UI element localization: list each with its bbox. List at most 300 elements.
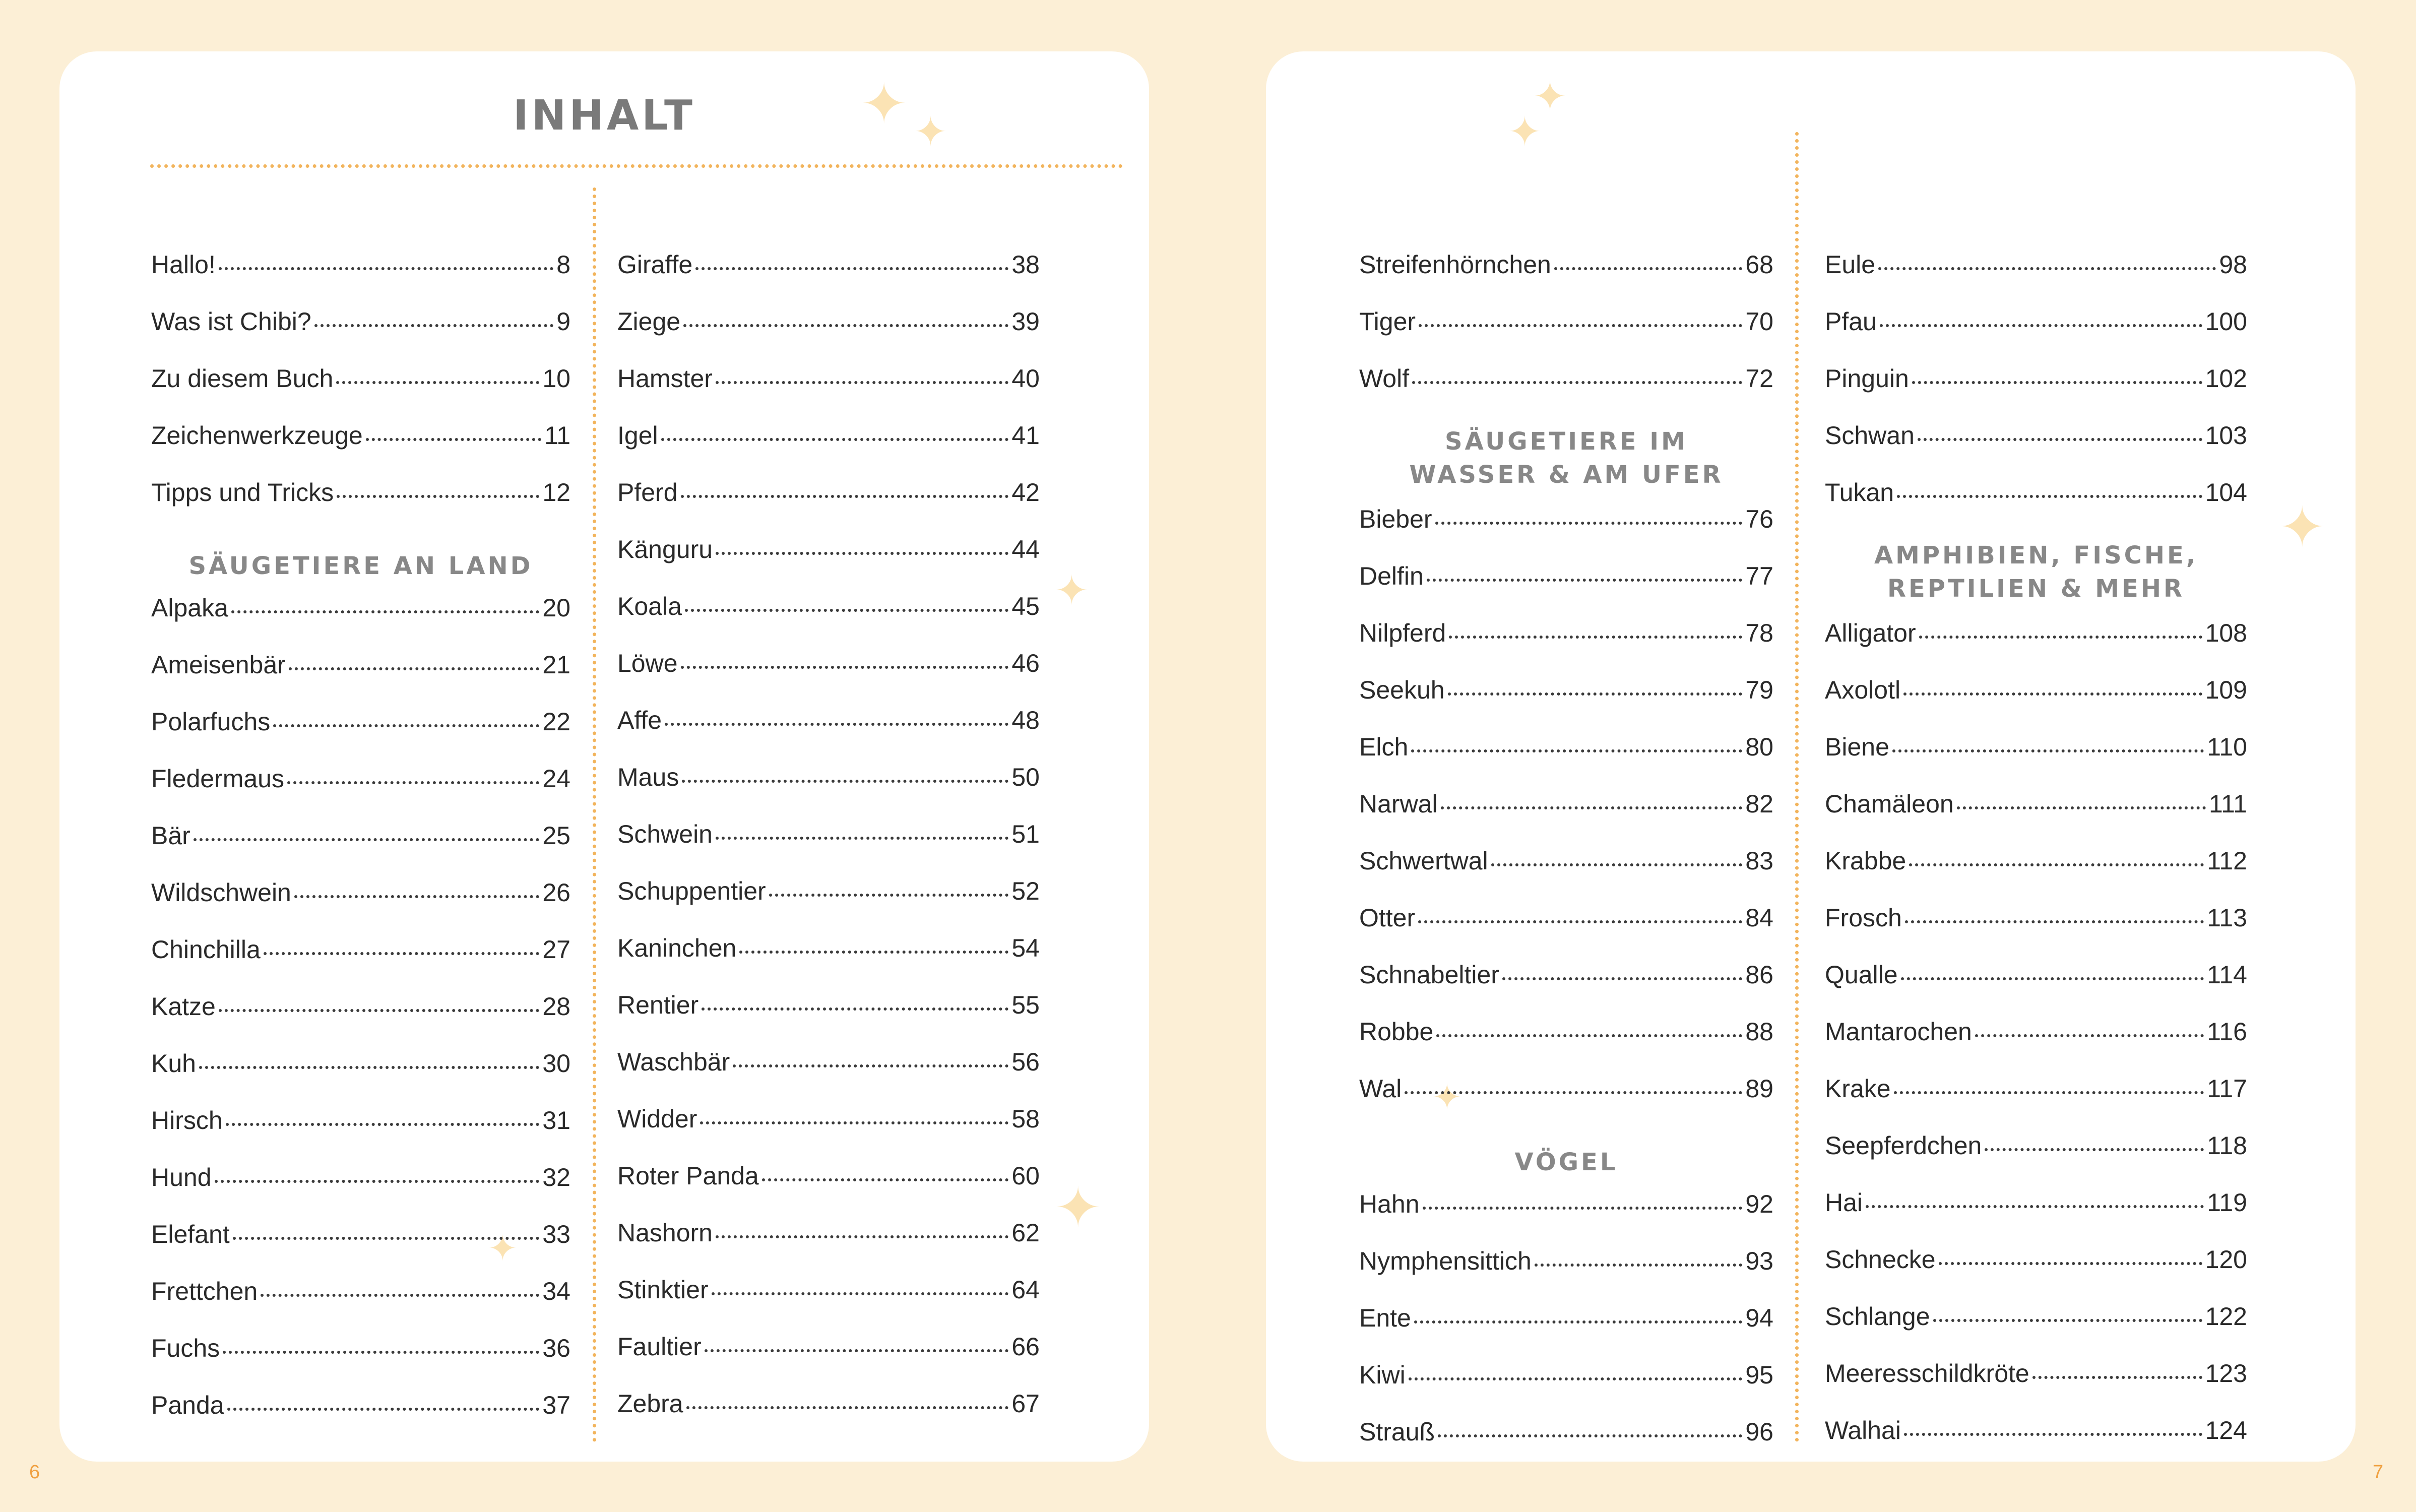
toc-entry-title: Nilpferd <box>1359 619 1446 647</box>
dot-leader <box>314 324 554 327</box>
toc-entry[interactable] <box>617 822 1040 878</box>
dot-leader <box>762 1178 1009 1181</box>
dot-leader <box>739 951 1008 954</box>
toc-entry-page: 34 <box>542 1277 570 1305</box>
toc-column-left-2 <box>617 252 1040 1448</box>
dot-leader <box>233 1237 540 1240</box>
toc-entry-title: Wildschwein <box>151 878 291 907</box>
toc-entry-page: 12 <box>542 478 570 507</box>
toc-list <box>1359 507 1773 1133</box>
toc-list <box>1359 1191 1773 1476</box>
page-number-left: 6 <box>29 1462 40 1483</box>
dot-leader <box>1491 863 1743 866</box>
toc-entry-title: Seekuh <box>1359 676 1445 704</box>
toc-entry-title: Faultier <box>617 1333 702 1361</box>
toc-entry-page: 22 <box>542 708 570 736</box>
toc-entry[interactable] <box>1359 905 1773 962</box>
toc-entry[interactable] <box>1825 905 2247 962</box>
toc-entry-page: 77 <box>1745 562 1773 590</box>
toc-entry[interactable] <box>151 366 570 423</box>
toc-entry[interactable] <box>617 1277 1040 1334</box>
toc-entry[interactable] <box>617 1106 1040 1163</box>
dot-leader <box>716 837 1008 840</box>
dot-leader <box>1448 692 1743 696</box>
toc-entry-page: 80 <box>1745 733 1773 761</box>
toc-entry[interactable] <box>1359 677 1773 734</box>
dot-leader <box>215 1180 540 1183</box>
toc-entry[interactable] <box>1825 848 2247 905</box>
toc-entry-page: 89 <box>1745 1075 1773 1103</box>
dot-leader <box>336 381 539 384</box>
toc-entry[interactable] <box>151 309 570 366</box>
toc-entry[interactable] <box>151 1336 570 1393</box>
toc-entry-title: Nashorn <box>617 1219 713 1247</box>
toc-entry-page: 32 <box>542 1163 570 1191</box>
toc-entry-title: Was ist Chibi? <box>151 307 311 336</box>
dot-leader <box>1905 920 2204 923</box>
toc-entry-title: Mantarochen <box>1825 1018 1972 1046</box>
toc-entry[interactable] <box>617 252 1040 309</box>
dot-leader <box>231 610 539 613</box>
dot-leader <box>2032 1376 2202 1379</box>
dot-leader <box>681 495 1009 498</box>
sparkle-icon: ✦ <box>914 109 948 154</box>
toc-entry[interactable] <box>617 765 1040 822</box>
toc-entry-title: Waschbär <box>617 1048 730 1076</box>
toc-entry[interactable] <box>151 595 570 652</box>
toc-entry[interactable] <box>151 766 570 823</box>
dot-leader <box>223 1351 539 1354</box>
toc-entry[interactable] <box>617 1391 1040 1448</box>
toc-entry[interactable] <box>1825 1247 2247 1304</box>
toc-entry-title: Schwertwal <box>1359 847 1488 875</box>
toc-entry-title: Panda <box>151 1391 224 1419</box>
toc-entry[interactable] <box>1825 309 2247 366</box>
toc-entry-page: 30 <box>542 1049 570 1078</box>
toc-entry-page: 26 <box>542 878 570 907</box>
dot-leader <box>294 895 540 898</box>
toc-entry-page: 86 <box>1745 961 1773 989</box>
toc-entry-page: 88 <box>1745 1018 1773 1046</box>
toc-entry-title: Hahn <box>1359 1190 1420 1218</box>
toc-entry-title: Zebra <box>617 1390 683 1418</box>
toc-entry-title: Schwein <box>617 820 713 848</box>
toc-entry-page: 72 <box>1745 364 1773 393</box>
toc-entry-page: 124 <box>2205 1416 2247 1444</box>
dot-leader <box>1411 749 1742 752</box>
toc-entry-page: 8 <box>556 250 570 279</box>
toc-list <box>151 595 570 1450</box>
dot-leader <box>702 1007 1008 1011</box>
toc-list <box>1359 252 1773 423</box>
toc-entry-title: Fuchs <box>151 1334 220 1362</box>
toc-entry-title: Ente <box>1359 1304 1411 1332</box>
sparkle-icon: ✦ <box>1055 568 1089 613</box>
toc-entry-page: 78 <box>1745 619 1773 647</box>
toc-entry-title: Affe <box>617 706 662 734</box>
sparkle-icon: ✦ <box>1508 109 1542 154</box>
left-page <box>65 56 1144 1457</box>
dot-leader <box>1901 977 2204 980</box>
dot-leader <box>1909 863 2204 866</box>
toc-entry-page: 98 <box>2219 250 2247 279</box>
toc-entry-title: Seepferdchen <box>1825 1131 1982 1160</box>
toc-entry[interactable] <box>151 709 570 766</box>
dot-leader <box>1918 438 2202 441</box>
dot-leader <box>1535 1264 1743 1267</box>
dot-leader <box>1933 1319 2202 1322</box>
dot-leader <box>661 438 1009 441</box>
toc-entry[interactable] <box>617 423 1040 480</box>
toc-entry-title: Hirsch <box>151 1106 223 1135</box>
toc-entry-title: Otter <box>1359 904 1416 932</box>
toc-entry-page: 28 <box>542 992 570 1021</box>
toc-entry-title: Streifenhörnchen <box>1359 250 1551 279</box>
dot-leader <box>681 666 1009 669</box>
dot-leader <box>1975 1034 2204 1037</box>
toc-column-right-2 <box>1825 252 2247 1475</box>
dot-leader <box>1912 381 2202 384</box>
toc-entry-title: Känguru <box>617 535 713 563</box>
dot-leader <box>1894 1091 2204 1094</box>
dot-leader <box>273 724 539 727</box>
section-heading: AMPHIBIEN, FISCHE, REPTILIEN & MEHR <box>1874 541 2198 603</box>
toc-entry-page: 102 <box>2205 364 2247 393</box>
toc-entry-title: Pfau <box>1825 307 1877 336</box>
toc-entry-page: 82 <box>1745 790 1773 818</box>
toc-entry-page: 93 <box>1745 1247 1773 1275</box>
toc-entry-title: Tiger <box>1359 307 1416 336</box>
toc-entry-title: Chamäleon <box>1825 790 1954 818</box>
toc-entry-page: 56 <box>1011 1048 1040 1076</box>
toc-entry-title: Hund <box>151 1163 212 1191</box>
toc-entry[interactable] <box>1359 1019 1773 1076</box>
toc-entry[interactable] <box>1825 1361 2247 1418</box>
toc-entry-page: 113 <box>2207 904 2247 932</box>
toc-entry-page: 96 <box>1745 1418 1773 1446</box>
toc-entry[interactable] <box>617 1163 1040 1220</box>
dot-leader <box>1957 806 2206 809</box>
toc-entry-title: Igel <box>617 421 658 450</box>
toc-entry[interactable] <box>617 878 1040 935</box>
dot-leader <box>199 1066 539 1069</box>
dot-leader <box>716 381 1008 384</box>
dot-leader <box>1412 381 1742 384</box>
toc-entry-title: Ameisenbär <box>151 651 286 679</box>
toc-entry[interactable] <box>151 252 570 309</box>
toc-entry[interactable] <box>617 1049 1040 1106</box>
dot-leader <box>733 1064 1008 1067</box>
toc-entry-title: Chinchilla <box>151 935 261 964</box>
dot-leader <box>261 1294 539 1297</box>
toc-entry-title: Ziege <box>617 307 681 336</box>
toc-entry-page: 21 <box>542 651 570 679</box>
toc-entry-page: 42 <box>1011 478 1040 507</box>
toc-entry-title: Delfin <box>1359 562 1424 590</box>
toc-entry[interactable] <box>1359 252 1773 309</box>
toc-entry[interactable] <box>1825 1133 2247 1190</box>
toc-entry-page: 120 <box>2205 1245 2247 1274</box>
toc-entry-title: Katze <box>151 992 216 1021</box>
toc-entry-page: 33 <box>542 1220 570 1248</box>
toc-entry[interactable] <box>151 652 570 709</box>
toc-entry[interactable] <box>1359 507 1773 563</box>
toc-entry-page: 109 <box>2205 676 2247 704</box>
toc-entry-page: 25 <box>542 822 570 850</box>
toc-entry-page: 84 <box>1745 904 1773 932</box>
toc-entry-page: 46 <box>1011 649 1040 677</box>
toc-entry[interactable] <box>1359 1419 1773 1476</box>
dot-leader <box>366 438 541 441</box>
toc-entry-page: 9 <box>556 307 570 336</box>
toc-entry-title: Frosch <box>1825 904 1902 932</box>
column-divider <box>1795 132 1799 1442</box>
toc-entry[interactable] <box>1359 848 1773 905</box>
toc-entry[interactable] <box>617 651 1040 708</box>
toc-entry[interactable] <box>1359 1248 1773 1305</box>
dot-leader <box>1449 636 1742 639</box>
toc-entry-page: 45 <box>1011 592 1040 620</box>
toc-entry[interactable] <box>1825 620 2247 677</box>
toc-entry[interactable] <box>617 309 1040 366</box>
toc-entry[interactable] <box>1825 1190 2247 1247</box>
toc-entry-page: 48 <box>1011 706 1040 734</box>
toc-entry[interactable] <box>1359 734 1773 791</box>
toc-entry-title: Pinguin <box>1825 364 1909 393</box>
toc-entry-title: Hamster <box>617 364 713 393</box>
toc-entry[interactable] <box>617 708 1040 765</box>
sparkle-icon: ✦ <box>1055 1177 1102 1239</box>
toc-entry-page: 50 <box>1011 763 1040 791</box>
toc-entry-title: Nymphensittich <box>1359 1247 1532 1275</box>
toc-entry[interactable] <box>151 937 570 994</box>
toc-entry-page: 108 <box>2205 619 2247 647</box>
dot-leader <box>716 552 1008 555</box>
section-heading: VÖGEL <box>1514 1148 1618 1176</box>
toc-entry-title: Koala <box>617 592 682 620</box>
dot-leader <box>1880 324 2202 327</box>
toc-entry[interactable] <box>617 1220 1040 1277</box>
toc-entry[interactable] <box>617 992 1040 1049</box>
toc-entry-page: 41 <box>1011 421 1040 450</box>
toc-entry[interactable] <box>151 423 570 480</box>
toc-entry[interactable] <box>1825 366 2247 423</box>
toc-entry-title: Hallo! <box>151 250 216 279</box>
toc-list <box>1825 252 2247 537</box>
toc-entry-page: 31 <box>542 1106 570 1135</box>
toc-entry-page: 123 <box>2205 1359 2247 1388</box>
dot-leader <box>1892 749 2204 752</box>
toc-entry-title: Alpaka <box>151 594 228 622</box>
dot-leader <box>1985 1148 2204 1151</box>
toc-entry-title: Hai <box>1825 1188 1863 1217</box>
dot-leader <box>682 780 1008 783</box>
toc-entry-title: Narwal <box>1359 790 1438 818</box>
toc-entry-title: Frettchen <box>151 1277 258 1305</box>
dot-leader <box>716 1235 1008 1238</box>
sparkle-icon: ✦ <box>861 73 908 135</box>
toc-entry-title: Kuh <box>151 1049 196 1078</box>
toc-entry-title: Löwe <box>617 649 678 677</box>
toc-entry-title: Schlange <box>1825 1302 1930 1331</box>
toc-entry[interactable] <box>617 935 1040 992</box>
toc-entry[interactable] <box>151 994 570 1051</box>
toc-entry-title: Maus <box>617 763 679 791</box>
toc-entry-page: 24 <box>542 765 570 793</box>
toc-entry-title: Roter Panda <box>617 1162 759 1190</box>
toc-entry[interactable] <box>1825 1076 2247 1133</box>
toc-entry[interactable] <box>617 1334 1040 1391</box>
dot-leader <box>683 324 1008 327</box>
toc-list <box>151 252 570 537</box>
toc-entry[interactable] <box>617 480 1040 537</box>
dot-leader <box>1903 692 2202 696</box>
toc-entry-title: Bieber <box>1359 505 1432 533</box>
toc-entry[interactable] <box>1359 962 1773 1019</box>
dot-leader <box>1438 1434 1742 1437</box>
toc-entry-title: Tukan <box>1825 478 1894 507</box>
toc-entry[interactable] <box>1825 252 2247 309</box>
dot-leader <box>219 1009 540 1012</box>
toc-entry-page: 58 <box>1011 1105 1040 1133</box>
toc-entry[interactable] <box>151 880 570 937</box>
toc-entry[interactable] <box>151 1393 570 1450</box>
toc-entry[interactable] <box>1359 1362 1773 1419</box>
dot-leader <box>337 495 539 498</box>
toc-entry[interactable] <box>151 823 570 880</box>
toc-entry[interactable] <box>1825 791 2247 848</box>
toc-entry-title: Elefant <box>151 1220 230 1248</box>
toc-entry-page: 112 <box>2207 847 2247 875</box>
dot-leader <box>264 952 540 955</box>
toc-entry-title: Tipps und Tricks <box>151 478 334 507</box>
toc-entry-page: 55 <box>1011 991 1040 1019</box>
dot-leader <box>1878 267 2216 270</box>
toc-entry[interactable] <box>1359 1305 1773 1362</box>
toc-entry[interactable] <box>1359 1076 1773 1133</box>
toc-entry[interactable] <box>1825 734 2247 791</box>
toc-entry[interactable] <box>1359 1191 1773 1248</box>
toc-entry[interactable] <box>151 1279 570 1336</box>
toc-entry-title: Fledermaus <box>151 765 284 793</box>
toc-entry[interactable] <box>1359 563 1773 620</box>
toc-entry-title: Pferd <box>617 478 678 507</box>
toc-entry[interactable] <box>1825 677 2247 734</box>
toc-entry[interactable] <box>1825 480 2247 537</box>
toc-entry-page: 103 <box>2205 421 2247 450</box>
toc-entry-title: Wolf <box>1359 364 1410 393</box>
toc-entry-title: Robbe <box>1359 1018 1434 1046</box>
dot-leader <box>685 609 1008 612</box>
toc-entry-title: Krabbe <box>1825 847 1906 875</box>
toc-entry-title: Qualle <box>1825 961 1898 989</box>
toc-entry[interactable] <box>617 537 1040 594</box>
page-number-right: 7 <box>2373 1462 2384 1483</box>
toc-entry-page: 39 <box>1011 307 1040 336</box>
toc-entry-page: 27 <box>542 935 570 964</box>
toc-entry[interactable] <box>151 480 570 537</box>
title-divider <box>150 164 1123 168</box>
toc-entry-title: Kiwi <box>1359 1361 1406 1389</box>
toc-entry[interactable] <box>1359 366 1773 423</box>
dot-leader <box>1436 1034 1742 1037</box>
toc-entry-page: 66 <box>1011 1333 1040 1361</box>
dot-leader <box>686 1406 1009 1409</box>
dot-leader <box>1427 579 1743 582</box>
toc-entry-title: Alligator <box>1825 619 1916 647</box>
toc-entry-page: 37 <box>542 1391 570 1419</box>
toc-entry-title: Giraffe <box>617 250 693 279</box>
toc-entry[interactable] <box>1825 1418 2247 1475</box>
toc-entry-page: 51 <box>1011 820 1040 848</box>
toc-entry-title: Wal <box>1359 1075 1402 1103</box>
dot-leader <box>712 1292 1009 1295</box>
toc-column-right-1 <box>1359 252 1773 1476</box>
toc-entry-page: 44 <box>1011 535 1040 563</box>
toc-entry-title: Kaninchen <box>617 934 737 962</box>
section-heading: SÄUGETIERE IM WASSER & AM UFER <box>1409 427 1724 489</box>
dot-leader <box>1405 1091 1742 1094</box>
dot-leader <box>1409 1377 1743 1380</box>
column-divider <box>593 187 596 1442</box>
sparkle-icon: ✦ <box>1432 1078 1462 1117</box>
toc-entry-page: 11 <box>544 421 570 450</box>
toc-entry-page: 100 <box>2205 307 2247 336</box>
toc-entry-page: 119 <box>2207 1188 2247 1217</box>
toc-entry[interactable] <box>617 366 1040 423</box>
toc-entry[interactable] <box>151 1108 570 1165</box>
toc-entry[interactable] <box>151 1222 570 1279</box>
toc-entry-page: 62 <box>1011 1219 1040 1247</box>
toc-entry[interactable] <box>151 1165 570 1222</box>
toc-entry[interactable] <box>1825 962 2247 1019</box>
toc-entry[interactable] <box>151 1051 570 1108</box>
toc-entry-page: 83 <box>1745 847 1773 875</box>
dot-leader <box>1419 324 1742 327</box>
toc-entry-title: Rentier <box>617 991 699 1019</box>
toc-entry[interactable] <box>617 594 1040 651</box>
dot-leader <box>287 781 539 784</box>
toc-entry-page: 116 <box>2207 1018 2247 1046</box>
sparkle-icon: ✦ <box>2279 496 2326 558</box>
toc-entry[interactable] <box>1825 423 2247 480</box>
toc-entry-title: Eule <box>1825 250 1876 279</box>
toc-entry-title: Elch <box>1359 733 1409 761</box>
toc-entry[interactable] <box>1825 1304 2247 1361</box>
toc-entry-title: Widder <box>617 1105 697 1133</box>
toc-column-left-1 <box>151 252 570 1450</box>
dot-leader <box>1897 495 2202 498</box>
toc-entry[interactable] <box>1359 309 1773 366</box>
dot-leader <box>705 1349 1009 1352</box>
sparkle-icon: ✦ <box>1533 74 1567 119</box>
toc-entry-title: Walhai <box>1825 1416 1901 1444</box>
toc-entry-page: 40 <box>1011 364 1040 393</box>
toc-entry-title: Meeresschildkröte <box>1825 1359 2029 1388</box>
toc-entry-page: 67 <box>1011 1390 1040 1418</box>
toc-entry[interactable] <box>1825 1019 2247 1076</box>
toc-entry-page: 10 <box>542 364 570 393</box>
toc-entry-page: 36 <box>542 1334 570 1362</box>
toc-entry-page: 76 <box>1745 505 1773 533</box>
dot-leader <box>219 267 553 270</box>
toc-entry[interactable] <box>1359 620 1773 677</box>
dot-leader <box>1414 1320 1743 1324</box>
toc-entry[interactable] <box>1359 791 1773 848</box>
toc-entry-title: Zeichenwerkzeuge <box>151 421 363 450</box>
toc-entry-page: 38 <box>1011 250 1040 279</box>
sparkle-icon: ✦ <box>488 1229 518 1268</box>
